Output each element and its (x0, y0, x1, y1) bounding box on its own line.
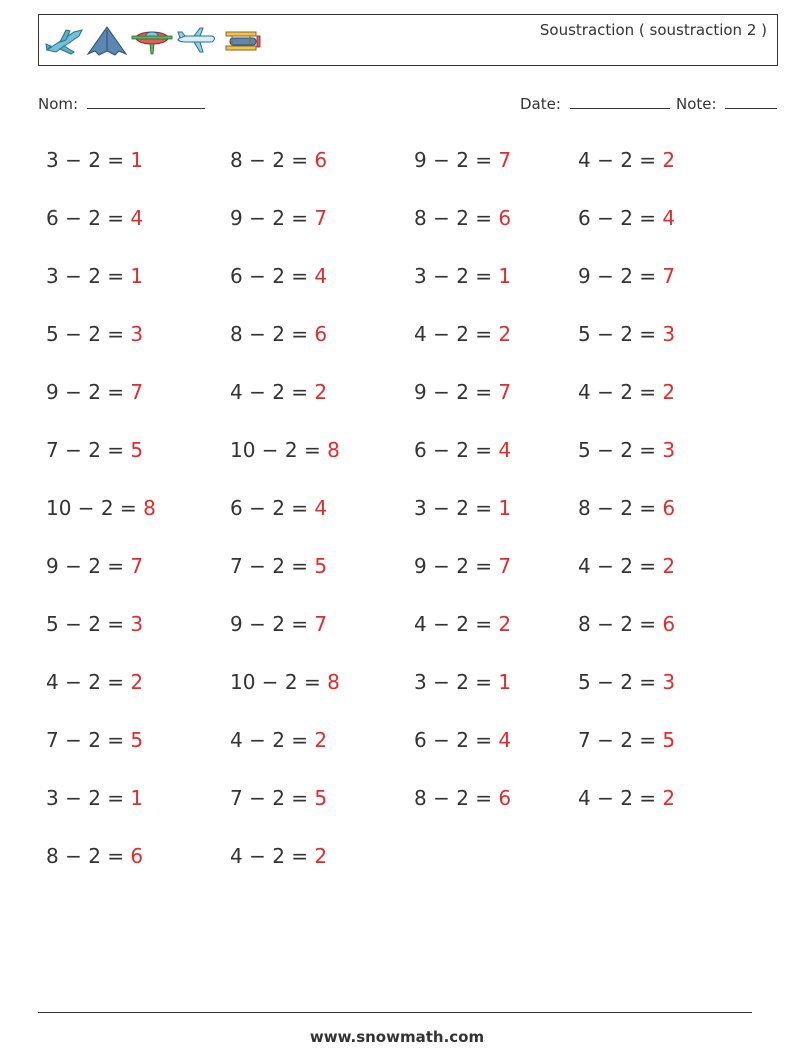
problem-expression: 4 − 2 = (230, 380, 315, 404)
problem-answer: 4 (314, 496, 328, 520)
score-line (725, 94, 777, 109)
problem-answer: 5 (314, 786, 328, 810)
subtraction-problem (46, 612, 143, 636)
problem-answer: 4 (314, 264, 328, 288)
problem-answer: 1 (498, 264, 512, 288)
problem-answer: 5 (130, 728, 144, 752)
problem-answer: 6 (662, 612, 676, 636)
subtraction-problem (414, 264, 511, 288)
subtraction-problem (578, 380, 675, 404)
subtraction-problem (46, 148, 143, 172)
problem-answer: 3 (662, 438, 676, 462)
subtraction-problem (578, 554, 675, 578)
jet-plane-icon (44, 24, 84, 58)
subtraction-problem (578, 728, 675, 752)
problem-answer: 4 (498, 438, 512, 462)
problem-expression: 6 − 2 = (414, 438, 499, 462)
problem-expression: 6 − 2 = (414, 728, 499, 752)
subtraction-problem (230, 438, 340, 462)
problem-expression: 6 − 2 = (230, 496, 315, 520)
problem-expression: 5 − 2 = (46, 612, 131, 636)
problem-expression: 9 − 2 = (46, 554, 131, 578)
problem-expression: 5 − 2 = (578, 670, 663, 694)
subtraction-problem (230, 322, 327, 346)
problem-answer: 3 (662, 322, 676, 346)
subtraction-problem (46, 264, 143, 288)
subtraction-problem (46, 438, 143, 462)
problem-answer: 6 (314, 322, 328, 346)
problem-expression: 10 − 2 = (230, 670, 328, 694)
problem-expression: 4 − 2 = (46, 670, 131, 694)
problem-answer: 6 (314, 148, 328, 172)
problem-answer: 2 (662, 786, 676, 810)
subtraction-problem (578, 670, 675, 694)
problem-answer: 3 (662, 670, 676, 694)
problem-answer: 7 (498, 380, 512, 404)
problem-answer: 5 (314, 554, 328, 578)
problem-expression: 5 − 2 = (578, 438, 663, 462)
problem-answer: 6 (498, 786, 512, 810)
problem-expression: 8 − 2 = (230, 322, 315, 346)
footer-url: www.snowmath.com (309, 1028, 485, 1046)
problem-expression: 7 − 2 = (578, 728, 663, 752)
date-label: Date: (520, 95, 561, 113)
subtraction-problem (414, 728, 511, 752)
problem-expression: 4 − 2 = (578, 380, 663, 404)
problem-answer: 1 (130, 786, 144, 810)
problem-expression: 4 − 2 = (230, 728, 315, 752)
problem-answer: 6 (498, 206, 512, 230)
problem-expression: 4 − 2 = (414, 612, 499, 636)
problem-answer: 4 (662, 206, 676, 230)
problem-expression: 6 − 2 = (230, 264, 315, 288)
subtraction-problem (578, 206, 675, 230)
problem-answer: 8 (327, 670, 340, 694)
biplane-icon (220, 24, 264, 58)
subtraction-problem (230, 496, 327, 520)
score-label: Note: (676, 95, 717, 113)
subtraction-problem (46, 786, 143, 810)
subtraction-problem (46, 670, 143, 694)
stealth-bomber-icon (86, 24, 128, 58)
problem-answer: 5 (130, 438, 144, 462)
problem-expression: 8 − 2 = (414, 206, 499, 230)
red-propeller-plane-icon (130, 24, 174, 58)
problem-expression: 7 − 2 = (230, 786, 315, 810)
subtraction-problem (578, 264, 675, 288)
problem-expression: 3 − 2 = (46, 264, 131, 288)
airliner-icon (176, 24, 218, 58)
problem-expression: 4 − 2 = (230, 844, 315, 868)
date-field[interactable] (520, 94, 670, 113)
problem-answer: 7 (662, 264, 676, 288)
problem-answer: 7 (498, 554, 512, 578)
problem-expression: 3 − 2 = (46, 786, 131, 810)
problem-answer: 7 (314, 612, 328, 636)
problem-answer: 4 (498, 728, 512, 752)
problem-expression: 3 − 2 = (414, 264, 499, 288)
header-icons (44, 23, 264, 59)
problem-answer: 3 (130, 322, 144, 346)
subtraction-problem (230, 264, 327, 288)
subtraction-problem (414, 148, 511, 172)
problem-answer: 2 (314, 728, 328, 752)
problem-answer: 8 (143, 496, 156, 520)
problem-answer: 7 (498, 148, 512, 172)
problem-answer: 4 (130, 206, 144, 230)
problem-expression: 9 − 2 = (46, 380, 131, 404)
subtraction-problem (578, 786, 675, 810)
problem-answer: 6 (130, 844, 144, 868)
subtraction-problem (414, 206, 511, 230)
subtraction-problem (46, 554, 143, 578)
subtraction-problem (230, 206, 327, 230)
subtraction-problem (230, 380, 327, 404)
problem-answer: 7 (130, 380, 144, 404)
problem-expression: 9 − 2 = (230, 612, 315, 636)
problem-expression: 3 − 2 = (414, 496, 499, 520)
problem-expression: 10 − 2 = (46, 496, 144, 520)
problem-expression: 9 − 2 = (578, 264, 663, 288)
problem-expression: 4 − 2 = (578, 786, 663, 810)
problem-answer: 1 (130, 264, 144, 288)
name-field[interactable] (38, 94, 205, 113)
subtraction-problem (46, 380, 143, 404)
subtraction-problem (230, 728, 327, 752)
subtraction-problem (46, 322, 143, 346)
problem-answer: 2 (662, 380, 676, 404)
problem-expression: 9 − 2 = (414, 380, 499, 404)
subtraction-problem (414, 496, 511, 520)
problem-expression: 5 − 2 = (46, 322, 131, 346)
problem-answer: 7 (130, 554, 144, 578)
problem-answer: 2 (662, 148, 676, 172)
problem-expression: 6 − 2 = (578, 206, 663, 230)
problem-expression: 9 − 2 = (414, 554, 499, 578)
subtraction-problem (46, 728, 143, 752)
subtraction-problem (46, 496, 156, 520)
subtraction-problem (414, 554, 511, 578)
problem-answer: 1 (130, 148, 144, 172)
problem-expression: 4 − 2 = (578, 554, 663, 578)
worksheet-title: Soustraction ( soustraction 2 ) (539, 21, 767, 39)
problem-answer: 1 (498, 496, 512, 520)
subtraction-problem (578, 148, 675, 172)
problem-answer: 3 (130, 612, 144, 636)
problem-expression: 7 − 2 = (46, 438, 131, 462)
subtraction-problem (578, 496, 675, 520)
problem-expression: 5 − 2 = (578, 322, 663, 346)
problem-answer: 2 (498, 322, 512, 346)
problem-expression: 3 − 2 = (414, 670, 499, 694)
problem-answer: 2 (662, 554, 676, 578)
problem-answer: 2 (314, 844, 328, 868)
problem-answer: 2 (130, 670, 144, 694)
score-field[interactable] (676, 94, 777, 113)
problem-expression: 4 − 2 = (414, 322, 499, 346)
subtraction-problem (414, 438, 511, 462)
subtraction-problem (578, 322, 675, 346)
problem-expression: 7 − 2 = (46, 728, 131, 752)
problem-expression: 4 − 2 = (578, 148, 663, 172)
problem-expression: 8 − 2 = (578, 496, 663, 520)
problem-answer: 6 (662, 496, 676, 520)
problem-expression: 8 − 2 = (578, 612, 663, 636)
subtraction-problem (230, 786, 327, 810)
problem-answer: 2 (498, 612, 512, 636)
subtraction-problem (230, 612, 327, 636)
worksheet-header (38, 14, 778, 66)
problem-expression: 8 − 2 = (414, 786, 499, 810)
subtraction-problem (230, 148, 327, 172)
problem-expression: 10 − 2 = (230, 438, 328, 462)
subtraction-problem (414, 380, 511, 404)
problem-expression: 9 − 2 = (414, 148, 499, 172)
subtraction-problem (414, 612, 511, 636)
problem-expression: 7 − 2 = (230, 554, 315, 578)
subtraction-problem (230, 670, 340, 694)
subtraction-problem (578, 612, 675, 636)
problem-answer: 5 (662, 728, 676, 752)
name-label: Nom: (38, 95, 79, 113)
subtraction-problem (578, 438, 675, 462)
footer-divider (38, 1012, 752, 1013)
subtraction-problem (46, 206, 143, 230)
subtraction-problem (46, 844, 143, 868)
problem-expression: 6 − 2 = (46, 206, 131, 230)
problem-answer: 7 (314, 206, 328, 230)
problem-expression: 9 − 2 = (230, 206, 315, 230)
problem-expression: 8 − 2 = (230, 148, 315, 172)
name-line (87, 94, 205, 109)
subtraction-problem (414, 322, 511, 346)
problem-answer: 2 (314, 380, 328, 404)
date-line (570, 94, 670, 109)
subtraction-problem (414, 786, 511, 810)
subtraction-problem (414, 670, 511, 694)
problem-expression: 3 − 2 = (46, 148, 131, 172)
problem-answer: 8 (327, 438, 340, 462)
subtraction-problem (230, 554, 327, 578)
subtraction-problem (230, 844, 327, 868)
problem-expression: 8 − 2 = (46, 844, 131, 868)
problem-answer: 1 (498, 670, 512, 694)
